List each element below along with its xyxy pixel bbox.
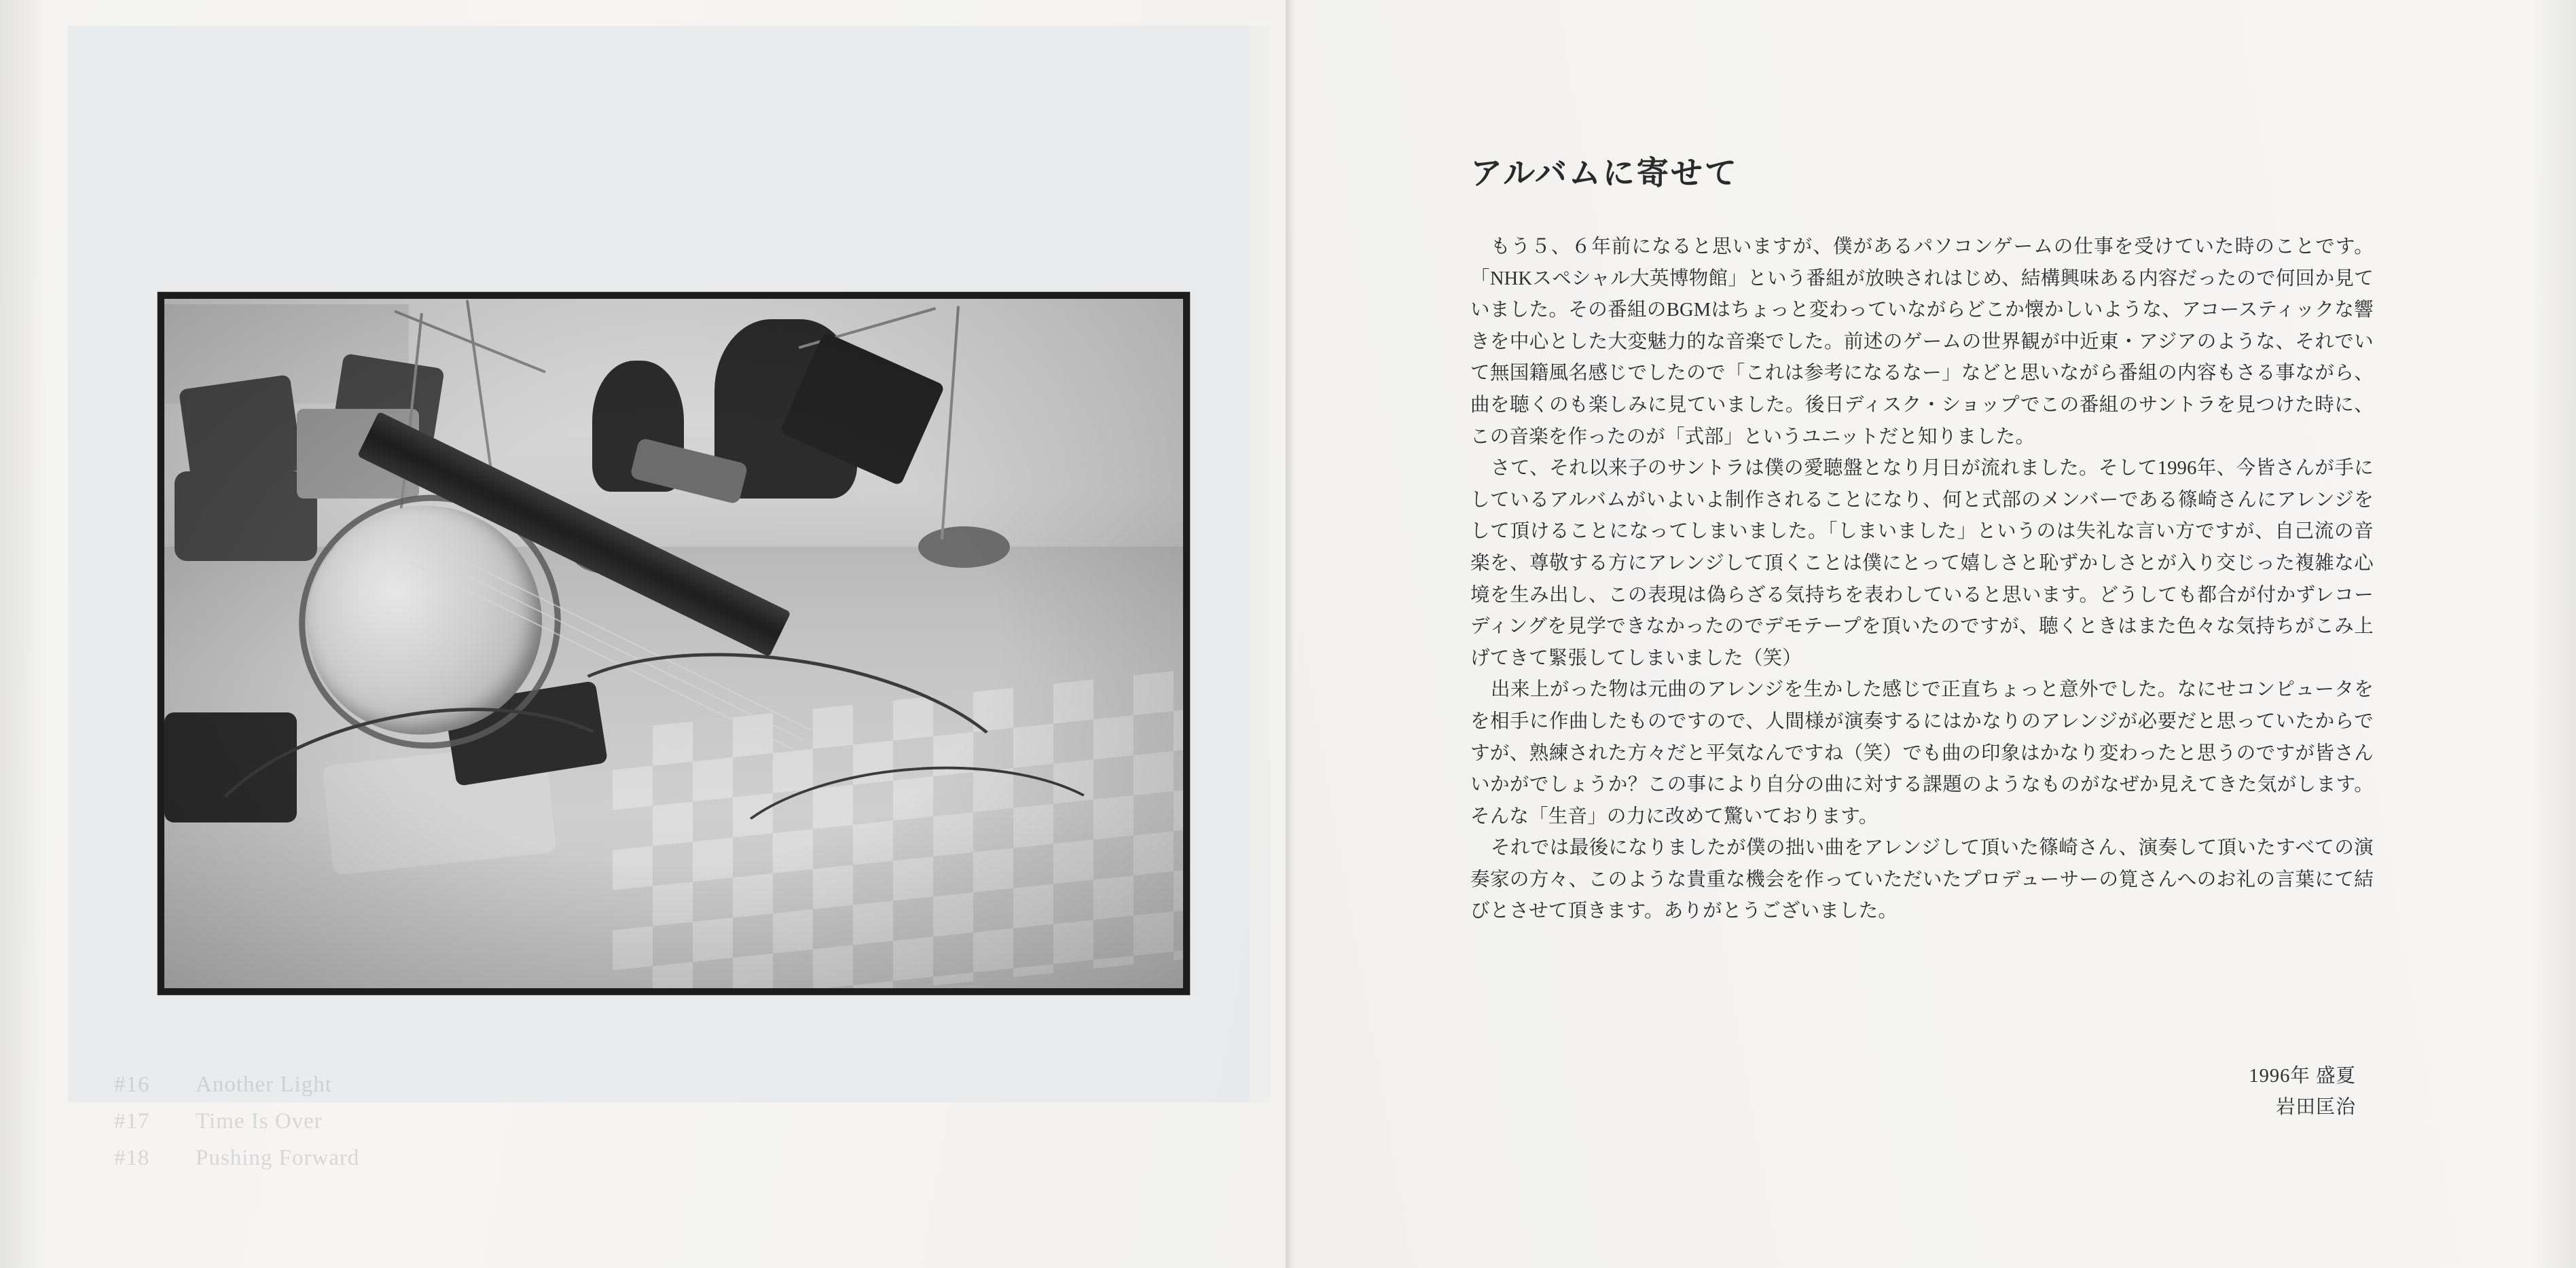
right-page-edge-shade [2528, 0, 2576, 1268]
ghost-track-row [114, 1103, 725, 1140]
studio-photograph [158, 292, 1190, 995]
photo-chair-left-lower [175, 471, 317, 561]
right-page [1286, 0, 2576, 1268]
essay-body [1470, 232, 2374, 928]
signature-date: 1996年 盛夏 [2249, 1066, 2356, 1087]
ghost-track-row [114, 1140, 725, 1176]
ghost-track-title: Time Is Over [196, 1109, 323, 1134]
essay-paragraph: さて、それ以来子のサントラは僕の愛聴盤となり月日が流れました。そして1996年、今皆さんが手にしているアルバムがいよいよ制作されることになり、何と式部のメンバーである篠崎さんにアレンジをして頂けることになってしまいました。「しまいました」というのは失礼な言い方ですが、自己流の音楽を、尊敬する方にアレンジして頂くことは僕にとって嬉しさと恥ずかしさとが入り交じった複雑な心境を生み出し、この表現は偽らざる気持ちを表わしていると思います。どうしても都合が付かずレコーディングを見学できなかったのでデモテープを頂いたのですが、聴くときはまた色々な気持ちがこみ上げてきて緊張してしまいました（笑） [1470, 458, 2374, 669]
left-page [0, 0, 1286, 1268]
photo-chair-left-upper [179, 374, 303, 486]
ghost-track-number: #16 [114, 1072, 150, 1097]
essay-paragraph: もう５、６年前になると思いますが、僕があるパソコンゲームの仕事を受けていた時のことです。「NHKスペシャル大英博物館」という番組が放映されはじめ、結構興味ある内容だったので何回か見ていました。その番組のBGMはちょっと変わっていながらどこか懐かしいような、アコースティックな響きを中心とした大変魅力的な音楽でした。前述のゲームの世界観が中近東・アジアのような、それでいて無国籍風名感じでしたので「これは参考になるなー」などと思いながら番組の内容もさる事ながら、曲を聴くのも楽しみに見ていました。後日ディスク・ショップでこの番組のサントラを見つけた時に、この音楽を作ったのが「式部」というユニットだと知りました。 [1470, 236, 2374, 448]
paper-tint-secondary [1250, 26, 1270, 1102]
page-title: アルバムに寄せて [1470, 156, 1739, 192]
signature-name: 岩田匡治 [2275, 1097, 2356, 1118]
ghost-track-row [114, 1066, 725, 1103]
left-page-edge-shade [0, 0, 48, 1268]
signature-block [1470, 1061, 2374, 1123]
essay-paragraph: 出来上がった物は元曲のアレンジを生かした感じで正直ちょっと意外でした。なにせコンピュータをを相手に作曲したものですので、人間様が演奏するにはかなりのアレンジが必要だと思っていたからですが、熟練された方々だと平気なんですね（笑）でも曲の印象はかなり変わったと思うのですが皆さんいかがでしょうか？この事により自分の曲に対する課題のようなものがなぜか見えてきた気がします。そんな「生音」の力に改めて驚いております。 [1470, 679, 2374, 827]
ghost-tracklist [114, 1066, 725, 1176]
ghost-track-title: Another Light [196, 1072, 332, 1097]
ghost-track-title: Pushing Forward [196, 1146, 360, 1170]
ghost-track-number: #17 [114, 1109, 150, 1134]
photo-image [164, 299, 1183, 988]
essay-paragraph: それでは最後になりましたが僕の拙い曲をアレンジして頂いた篠崎さん、演奏して頂いたすべての演奏家の方々、このような貴重な機会を作っていただいたプロデューサーの筧さんへのお礼の言葉にて結びとさせて頂きます。ありがとうございました。 [1470, 837, 2374, 922]
essay [1470, 148, 2374, 928]
photo-stool-far-right [918, 526, 1010, 568]
ghost-track-number: #18 [114, 1146, 150, 1170]
